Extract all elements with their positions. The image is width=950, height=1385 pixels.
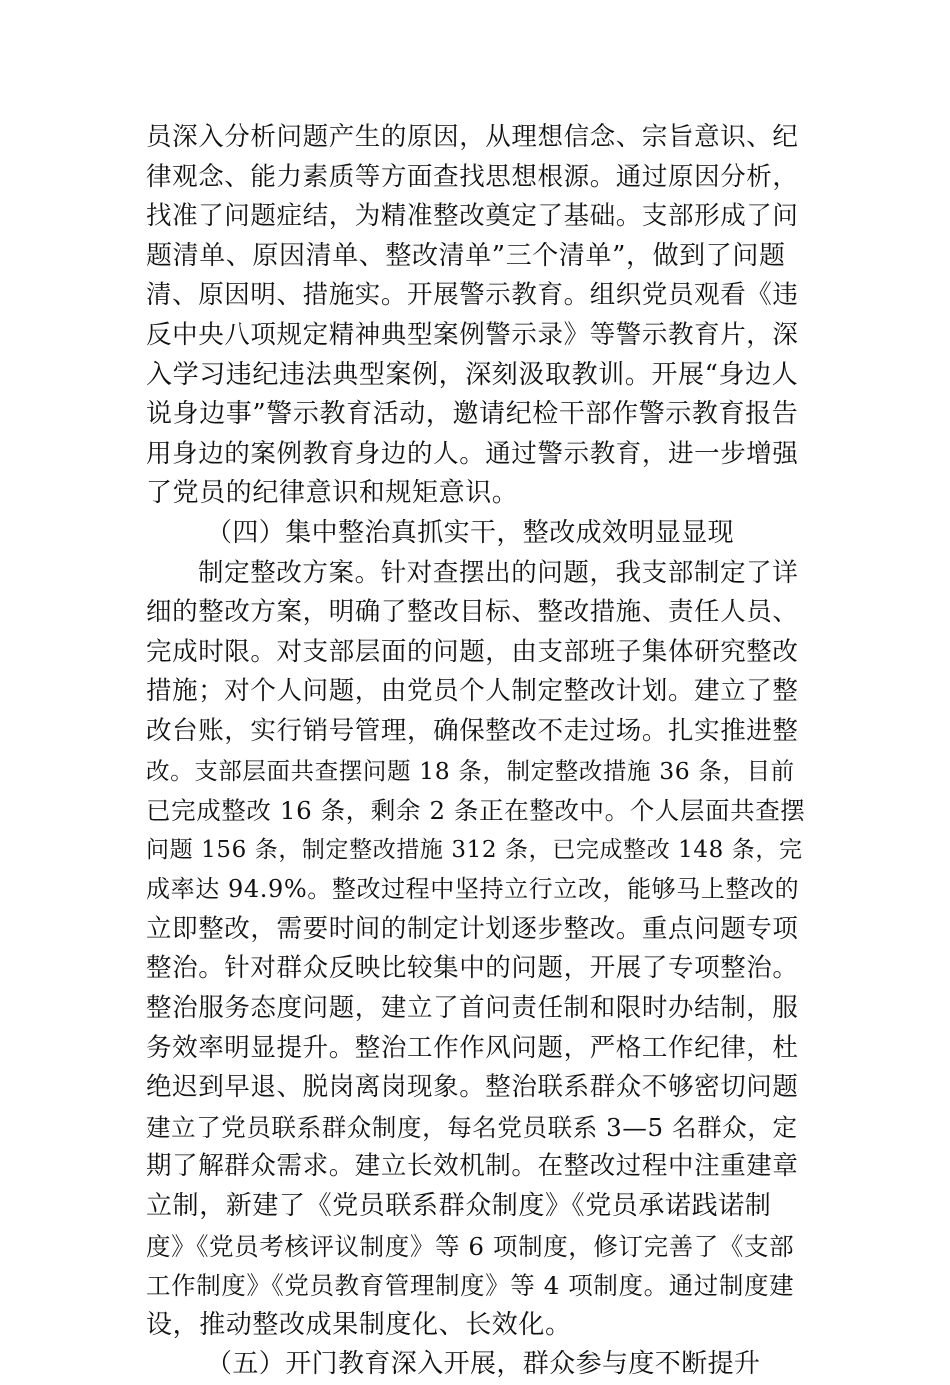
paragraph-line: 完成时限。对支部层面的问题，由支部班子集体研究整改 — [146, 636, 799, 667]
paragraph-line: 度》《党员考核评议制度》等 6 项制度，修订完善了《支部 — [146, 1231, 795, 1261]
paragraph-line: 工作制度》《党员教育管理制度》等 4 项制度。通过制度建 — [146, 1271, 795, 1301]
paragraph-line: 绝迟到早退、脱岗离岗现象。整治联系群众不够密切问题 — [146, 1072, 799, 1103]
document-page — [146, 118, 806, 1385]
paragraph-line: 整治。针对群众反映比较集中的问题，开展了专项整治。 — [146, 953, 799, 984]
paragraph-line: 入学习违纪违法典型案例，深刻汲取教训。开展“身边人 — [146, 359, 799, 390]
paragraph-line: 整治服务态度问题，建立了首问责任制和限时办结制，服 — [146, 993, 799, 1024]
paragraph-line: 题清单、原因清单、整改清单”三个清单”，做到了问题 — [146, 240, 786, 271]
paragraph-line: 建立了党员联系群众制度，每名党员联系 3—5 名群众，定 — [146, 1112, 798, 1142]
paragraph-line: 措施；对个人问题，由党员个人制定整改计划。建立了整 — [146, 676, 799, 707]
paragraph-line: 期了解群众需求。建立长效机制。在整改过程中注重建章 — [146, 1151, 799, 1182]
paragraph-line: 已完成整改 16 条，剩余 2 条正在整改中。个人层面共查摆 — [146, 796, 806, 826]
paragraph-line: 说身边事”警示教育活动，邀请纪检干部作警示教育报告 — [146, 399, 799, 430]
paragraph-line: 成率达 94.9%。整改过程中坚持立行立改，能够马上整改的 — [146, 875, 800, 904]
paragraph-line: 务效率明显提升。整治工作作风问题，严格工作纪律，杜 — [146, 1032, 799, 1063]
paragraph-line: 找准了问题症结，为精准整改奠定了基础。支部形成了问 — [146, 201, 799, 232]
paragraph-line: 细的整改方案，明确了整改目标、整改措施、责任人员、 — [146, 597, 799, 628]
paragraph-line: 改。支部层面共查摆问题 18 条，制定整改措施 36 条，目前 — [146, 756, 795, 785]
paragraph-line: 设，推动整改成果制度化、长效化。 — [146, 1309, 572, 1340]
paragraph-line: 立即整改，需要时间的制定计划逐步整改。重点问题专项 — [146, 913, 799, 944]
section-heading-4: （四）集中整治真抓实干，整改成效明显显现 — [206, 517, 735, 548]
paragraph-line: 了党员的纪律意识和规矩意识。 — [146, 478, 519, 509]
paragraph-line: 立制，新建了《党员联系群众制度》《党员承诺践诺制 — [146, 1191, 772, 1222]
paragraph-first-line: 制定整改方案。针对查摆出的问题，我支部制定了详 — [198, 557, 799, 588]
paragraph-line: 律观念、能力素质等方面查找思想根源。通过原因分析， — [146, 161, 799, 192]
paragraph-line: 问题 156 条，制定整改措施 312 条，已完成整改 148 条，完 — [146, 836, 803, 863]
paragraph-line: 用身边的案例教育身边的人。通过警示教育，进一步增强 — [146, 438, 799, 469]
paragraph-line: 清、原因明、措施实。开展警示教育。组织党员观看《违 — [146, 280, 799, 311]
paragraph-line: 员深入分析问题产生的原因，从理想信念、宗旨意识、纪 — [146, 122, 799, 152]
paragraph-line: 改台账，实行销号管理，确保整改不走过场。扎实推进整 — [146, 715, 799, 746]
paragraph-line: 反中央八项规定精神典型案例警示录》等警示教育片，深 — [146, 319, 799, 350]
section-heading-5: （五）开门教育深入开展，群众参与度不断提升 — [206, 1349, 761, 1380]
